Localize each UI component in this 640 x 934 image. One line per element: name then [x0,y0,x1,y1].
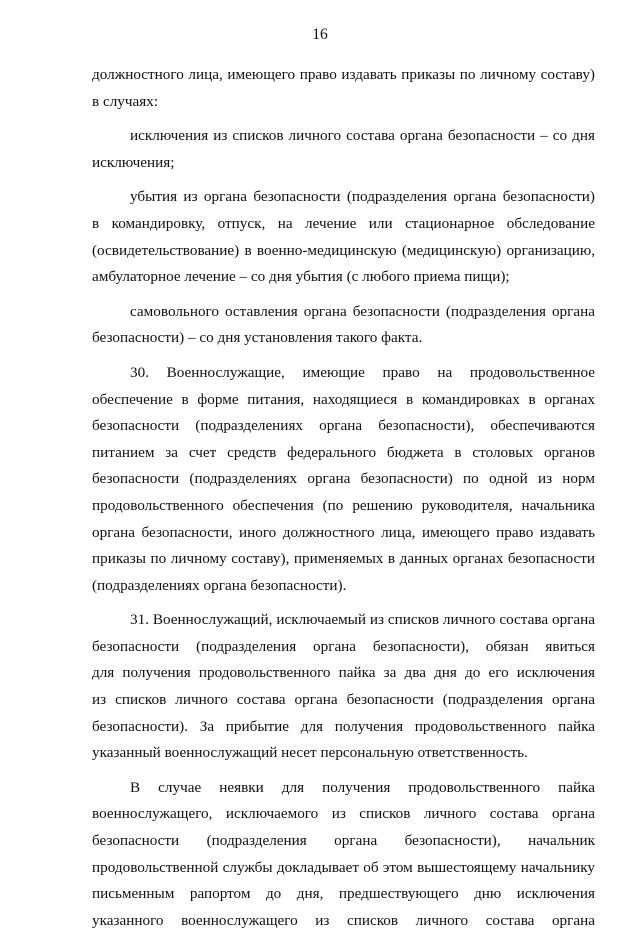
paragraph-gap [92,767,595,775]
text-line: безопасности (подразделения органа безопасности), начальник [92,832,595,850]
text-line: 31. Военнослужащий, исключаемый из списков личного состава органа [130,611,595,629]
paragraph-gap [92,176,595,184]
text-line: военнослужащего, исключаемого из списков личного состава органа [92,805,595,823]
text-line: (освидетельствование) в военно-медицинскую (медицинскую) организацию, [92,241,595,259]
text-line: письменным рапортом до дня, предшествующего дню исключения [92,885,595,903]
text-line: питанием за счет средств федерального бюджета в столовых органов [92,443,595,461]
text-line: убытия из органа безопасности (подразделения органа безопасности) [130,188,595,206]
text-line: для получения продовольственного пайка за два дня до его исключения [92,664,595,682]
text-line: должностного лица, имеющего право издавать приказы по личному составу) [92,66,595,83]
text-line: приказы по личному составу), применяемых в данных органах безопасности [92,550,595,568]
text-line: 30. Военнослужащие, имеющие право на продовольственное [130,363,595,381]
text-line: безопасности). За прибытие для получения продовольственного пайка [92,717,595,735]
text-line: исключения; [92,153,175,171]
text-line: указанного военнослужащего из списков личного состава органа [92,911,595,929]
text-line: в командировку, отпуск, на лечение или стационарное обследование [92,214,595,232]
text-line: безопасности (подразделениях органа безопасности), обеспечиваются [92,417,595,435]
text-line: продовольственного обеспечения (по решению руководителя, начальника [92,496,595,514]
paragraph-gap [92,115,595,123]
text-line: органа безопасности, иного должностного лица, имеющего право издавать [92,523,595,541]
text-line: самовольного оставления органа безопасности (подразделения органа [130,302,595,320]
text-line: безопасности (подразделениях органа безопасности) по одной из норм [92,470,595,488]
paragraph-gap [92,291,595,299]
text-line: исключения из списков личного состава органа безопасности – со дня [130,127,595,145]
text-line: обеспечение в форме питания, находящиеся в командировках в органах [92,390,595,408]
paragraph-gap [92,599,595,607]
text-line: амбулаторное лечение – со дня убытия (с любого приема пищи); [92,268,510,286]
text-line: (подразделениях органа безопасности). [92,576,347,594]
paragraph-gap [92,352,595,360]
text-line: В случае неявки для получения продовольственного пайка [130,778,595,796]
text-line: указанный военнослужащий несет персональную ответственность. [92,744,528,762]
text-line: в случаях: [92,92,159,110]
page-number: 16 [312,26,328,43]
text-line: из списков личного состава органа безопасности (подразделения органа [92,691,595,709]
document-body [92,62,595,934]
text-line: безопасности) – со дня установления такого факта. [92,329,423,347]
text-line: продовольственной службы докладывает об этом вышестоящему начальнику [92,858,595,876]
text-line: безопасности (подразделения органа безопасности), обязан явиться [92,637,595,655]
